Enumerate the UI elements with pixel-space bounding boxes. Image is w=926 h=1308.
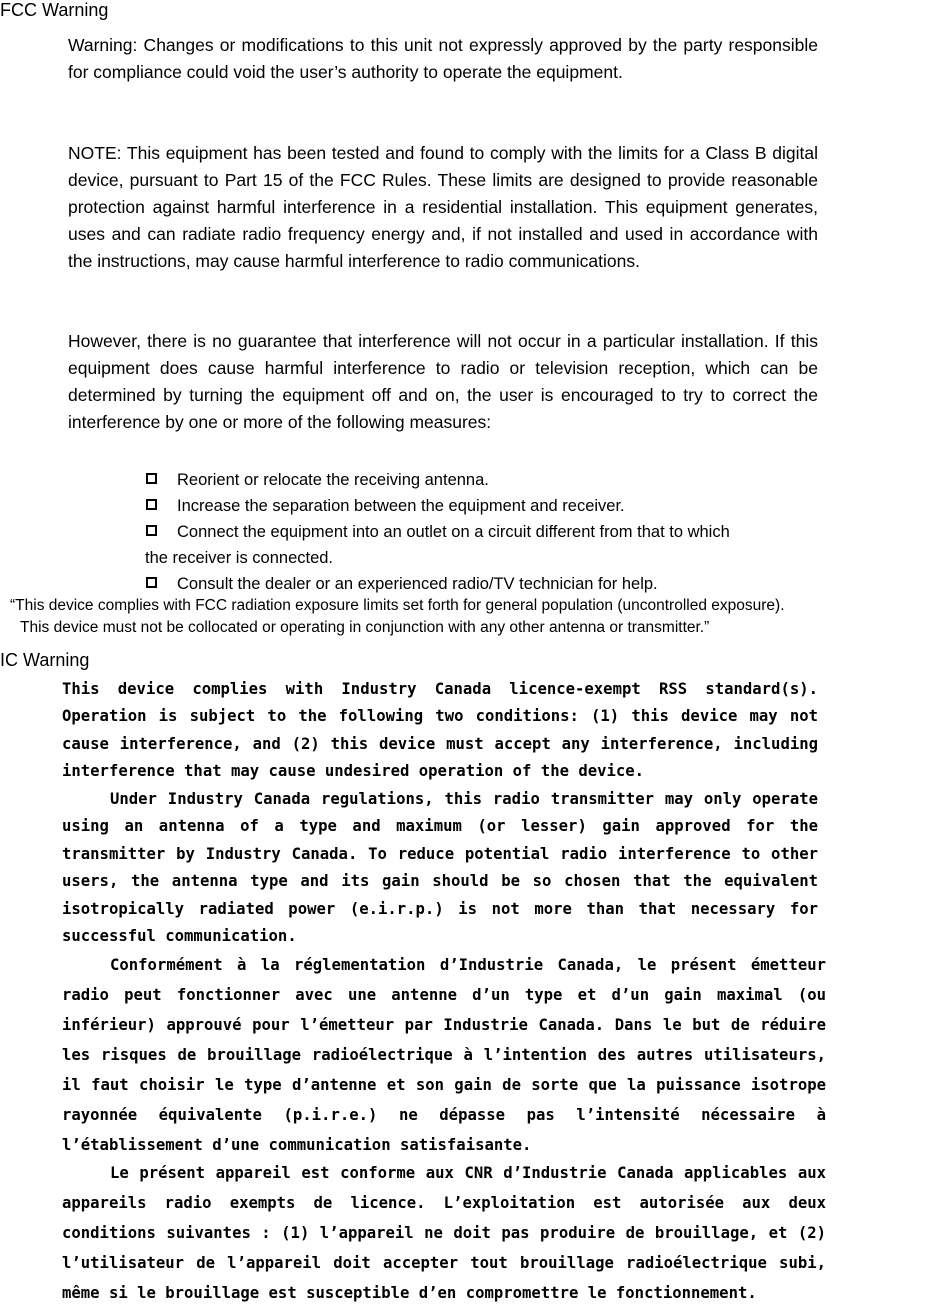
ic-paragraph-1: This device complies with Industry Canada licence-exempt RSS standard(s). Operation is subject to the following two conditions: (1) this device may not cause interference, and (2) this device must accept any interference, including interference that may cause undesired operation of the device. bbox=[62, 680, 818, 781]
fcc-measures-list bbox=[145, 467, 845, 597]
measure-item bbox=[145, 519, 845, 545]
ic-warning-heading: IC Warning bbox=[0, 650, 90, 670]
measure-text: Connect the equipment into an outlet on a circuit different from that to which bbox=[177, 523, 730, 541]
fcc-warning-paragraph: Warning: Changes or modifications to this unit not expressly approved by the party responsible for compliance could void the user’s authority to operate the equipment. bbox=[68, 35, 818, 82]
measure-text: Consult the dealer or an experienced radio/TV technician for help. bbox=[177, 575, 658, 593]
ic-paragraph-2: Under Industry Canada regulations, this radio transmitter may only operate using an antenna of a type and maximum (or lesser) gain approved for the transmitter by Industry Canada. To reduce potential radio interference to other users, the antenna type and its gain should be so chosen that the equivalent isotropically radiated power (e.i.r.p.) is not more than that necessary for successful communication. bbox=[62, 790, 818, 946]
fcc-exposure-line-2: This device must not be collocated or operating in conjunction with any other antenna or transmitter.” bbox=[20, 619, 710, 636]
measure-item bbox=[145, 467, 845, 493]
measure-text: Reorient or relocate the receiving antenna. bbox=[177, 471, 489, 489]
checkbox-square-icon bbox=[146, 577, 157, 588]
measure-item bbox=[145, 571, 845, 597]
fcc-warning-heading: FCC Warning bbox=[0, 0, 109, 20]
checkbox-square-icon bbox=[146, 473, 157, 484]
ic-paragraph-3-french: Conformément à la réglementation d’Industrie Canada, le présent émetteur radio peut fonctionner avec une antenne d’un type et d’un gain maximal (ou inférieur) approuvé pour l’émetteur par Industrie Canada. Dans le but de réduire les risques de brouillage radioélectrique à l’intention des autres utilisateurs, il faut choisir le type d’antenne et son gain de sorte que la puissance isotrope rayonnée équivalente (p.i.r.e.) ne dépasse pas l’intensité nécessaire à l’établissement d’une communication satisfaisante. bbox=[62, 956, 826, 1154]
fcc-exposure-line-1: “This device complies with FCC radiation exposure limits set forth for general population (uncontrolled exposure). bbox=[10, 597, 785, 614]
ic-paragraph-4-french: Le présent appareil est conforme aux CNR d’Industrie Canada applicables aux appareils radio exempts de licence. L’exploitation est autorisée aux deux conditions suivantes : (1) l’appareil ne doit pas produire de brouillage, et (2) l’utilisateur de l’appareil doit accepter tout brouillage radioélectrique subi, même si le brouillage est susceptible d’en compromettre le fonctionnement. bbox=[62, 1164, 826, 1302]
fcc-however-paragraph: However, there is no guarantee that interference will not occur in a particular installation. If this equipment does cause harmful interference to radio or television reception, which can be determined by turning the equipment off and on, the user is encouraged to try to correct the interference by one or more of the following measures: bbox=[68, 331, 818, 432]
checkbox-square-icon bbox=[146, 499, 157, 510]
measure-item bbox=[145, 493, 845, 519]
measure-continuation: the receiver is connected. bbox=[145, 549, 334, 567]
measure-text: Increase the separation between the equipment and receiver. bbox=[177, 497, 625, 515]
checkbox-square-icon bbox=[146, 525, 157, 536]
fcc-note-paragraph: NOTE: This equipment has been tested and found to comply with the limits for a Class B digital device, pursuant to Part 15 of the FCC Rules. These limits are designed to provide reasonable protection against harmful interference in a residential installation. This equipment generates, uses and can radiate radio frequency energy and, if not installed and used in accordance with the instructions, may cause harmful interference to radio communications. bbox=[68, 143, 818, 271]
